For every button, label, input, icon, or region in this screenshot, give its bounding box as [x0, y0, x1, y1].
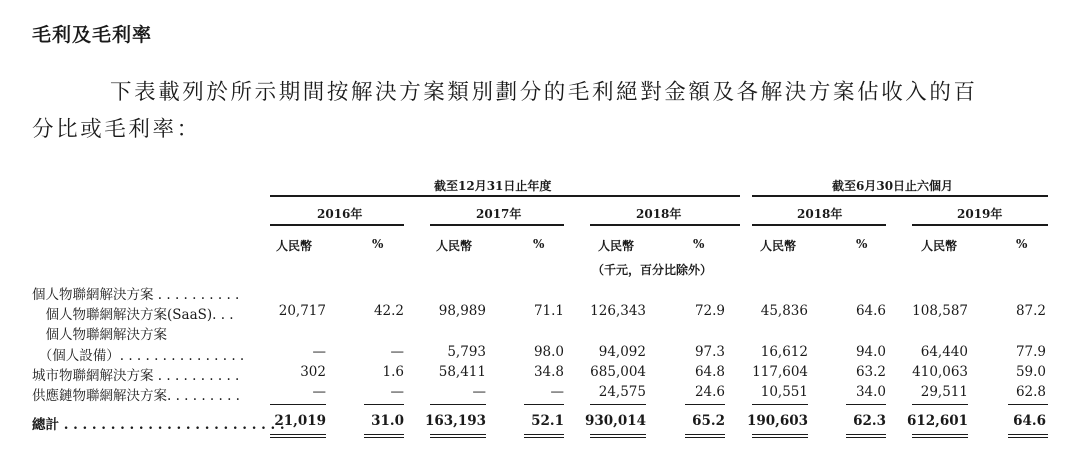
section-title: 毛利及毛利率: [32, 24, 153, 46]
row-label-supply-chain-iot: 供應鏈物聯網解決方案. . . . . . . . .: [32, 388, 240, 404]
currency-header-2018: 人民幣: [598, 239, 635, 253]
year-rule-2019-h1: [912, 224, 1048, 226]
currency-header-2019-h1: 人民幣: [921, 239, 958, 253]
cell-devices-2018-percent: 97.3: [694, 344, 725, 360]
currency-header-2016: 人民幣: [276, 239, 313, 253]
cell-saas-2019h1-percent: 87.2: [1015, 303, 1046, 319]
row-label-personal-iot: 個人物聯網解決方案 . . . . . . . . . .: [32, 287, 240, 303]
cell-saas-2018-amount: 126,343: [590, 303, 646, 319]
cell-city-2016-amount: 302: [300, 364, 326, 380]
subtotal-rule-2018h1-percent: [846, 404, 886, 405]
unit-note: （千元，百分比除外）: [592, 263, 713, 277]
cell-supply-2018-percent: 24.6: [694, 384, 725, 400]
cell-devices-2016-percent: —: [390, 344, 404, 360]
year-header-2018: 2018年: [636, 207, 682, 221]
total-underline-2: [270, 437, 326, 438]
cell-saas-2019h1-amount: 108,587: [912, 303, 968, 319]
cell-total-2018-percent: 65.2: [692, 413, 725, 429]
cell-total-2016-percent: 31.0: [371, 413, 404, 429]
percent-header-2017: %: [533, 237, 545, 251]
subtotal-rule-2019h1-amount: [912, 404, 968, 405]
cell-supply-2018h1-amount: 10,551: [760, 384, 808, 400]
cell-total-2018h1-percent: 62.3: [853, 413, 886, 429]
total-underline-15: [846, 434, 886, 435]
cell-city-2017-amount: 58,411: [438, 364, 486, 380]
cell-saas-2018h1-percent: 64.6: [855, 303, 886, 319]
currency-header-2017: 人民幣: [436, 239, 473, 253]
year-rule-2017: [430, 224, 564, 226]
subtotal-rule-2017-percent: [524, 404, 564, 405]
intro-paragraph-line-1: 下表載列於所示期間按解決方案類別劃分的毛利絕對金額及各解決方案佔收入的百: [110, 80, 978, 105]
percent-header-2018: %: [693, 237, 705, 251]
percent-header-2018-h1: %: [856, 237, 868, 251]
total-underline-4: [364, 437, 404, 438]
cell-saas-2017-percent: 71.1: [533, 303, 564, 319]
cell-city-2016-percent: 1.6: [382, 364, 404, 380]
cell-devices-2019h1-amount: 64,440: [920, 344, 968, 360]
cell-city-2018-amount: 685,004: [590, 364, 646, 380]
row-label-city-iot: 城市物聯網解決方案 . . . . . . . . . .: [32, 368, 240, 384]
group-rule-six-months: [752, 195, 1048, 197]
cell-total-2016-amount: 21,019: [274, 413, 326, 429]
subtotal-rule-2018-amount: [590, 404, 646, 405]
total-underline-8: [524, 437, 564, 438]
year-header-2018-h1: 2018年: [797, 207, 843, 221]
total-underline-11: [685, 434, 725, 435]
subtotal-rule-2018h1-amount: [752, 404, 808, 405]
percent-header-2019-h1: %: [1016, 237, 1028, 251]
row-label-personal-iot-saas: 個人物聯網解決方案(SaaS). . .: [32, 307, 234, 323]
year-rule-2018: [590, 224, 740, 226]
cell-devices-2016-amount: —: [312, 344, 326, 360]
row-label-total: 總計 . . . . . . . . . . . . . . . . . . . . . . . .: [32, 417, 285, 433]
cell-devices-2018h1-percent: 94.0: [855, 344, 886, 360]
total-underline-19: [1008, 434, 1048, 435]
cell-saas-2016-percent: 42.2: [373, 303, 404, 319]
cell-supply-2019h1-percent: 62.8: [1015, 384, 1046, 400]
year-header-2019-h1: 2019年: [957, 207, 1003, 221]
cell-total-2019h1-percent: 64.6: [1013, 413, 1046, 429]
cell-city-2017-percent: 34.8: [533, 364, 564, 380]
subtotal-rule-2016-amount: [270, 404, 326, 405]
cell-supply-2018h1-percent: 34.0: [855, 384, 886, 400]
total-underline-17: [912, 434, 968, 435]
cell-city-2018-percent: 64.8: [694, 364, 725, 380]
cell-city-2019h1-percent: 59.0: [1015, 364, 1046, 380]
cell-supply-2016-amount: —: [312, 384, 326, 400]
total-underline-6: [430, 437, 486, 438]
cell-city-2018h1-percent: 63.2: [855, 364, 886, 380]
total-underline-16: [846, 437, 886, 438]
year-rule-2016: [270, 224, 404, 226]
total-underline-1: [270, 434, 326, 435]
currency-header-2018-h1: 人民幣: [760, 239, 797, 253]
total-underline-14: [752, 437, 808, 438]
intro-paragraph-line-2: 分比或毛利率：: [32, 117, 201, 142]
total-underline-20: [1008, 437, 1048, 438]
cell-total-2019h1-amount: 612,601: [906, 413, 968, 429]
subtotal-rule-2018-percent: [685, 404, 725, 405]
group-header-six-months: 截至6月30日止六個月: [832, 179, 954, 193]
cell-supply-2016-percent: —: [390, 384, 404, 400]
group-rule-fiscal-year: [270, 195, 740, 197]
subtotal-rule-2019h1-percent: [1008, 404, 1048, 405]
row-label-personal-iot-2: 個人物聯網解決方案: [32, 327, 167, 343]
cell-total-2018-amount: 930,014: [584, 413, 646, 429]
cell-city-2019h1-amount: 410,063: [912, 364, 968, 380]
total-underline-10: [590, 437, 646, 438]
cell-supply-2018-amount: 24,575: [598, 384, 646, 400]
year-header-2016: 2016年: [317, 207, 363, 221]
cell-supply-2019h1-amount: 29,511: [920, 384, 968, 400]
cell-saas-2017-amount: 98,989: [438, 303, 486, 319]
cell-supply-2017-percent: —: [550, 384, 564, 400]
row-label-personal-devices: （個人設備）. . . . . . . . . . . . . . .: [32, 348, 245, 364]
subtotal-rule-2016-percent: [364, 404, 404, 405]
cell-saas-2018-percent: 72.9: [694, 303, 725, 319]
total-underline-18: [912, 437, 968, 438]
year-rule-2018-h1: [752, 224, 886, 226]
cell-total-2017-amount: 163,193: [424, 413, 486, 429]
cell-total-2017-percent: 52.1: [531, 413, 564, 429]
total-underline-9: [590, 434, 646, 435]
year-header-2017: 2017年: [476, 207, 522, 221]
cell-devices-2018-amount: 94,092: [598, 344, 646, 360]
total-underline-12: [685, 437, 725, 438]
percent-header-2016: %: [372, 237, 384, 251]
cell-devices-2017-amount: 5,793: [447, 344, 486, 360]
cell-saas-2018h1-amount: 45,836: [760, 303, 808, 319]
total-underline-13: [752, 434, 808, 435]
cell-devices-2019h1-percent: 77.9: [1015, 344, 1046, 360]
cell-devices-2017-percent: 98.0: [533, 344, 564, 360]
cell-supply-2017-amount: —: [472, 384, 486, 400]
cell-saas-2016-amount: 20,717: [278, 303, 326, 319]
cell-devices-2018h1-amount: 16,612: [760, 344, 808, 360]
cell-total-2018h1-amount: 190,603: [746, 413, 808, 429]
group-header-fiscal-year: 截至12月31日止年度: [434, 179, 552, 193]
cell-city-2018h1-amount: 117,604: [752, 364, 808, 380]
subtotal-rule-2017-amount: [430, 404, 486, 405]
total-underline-7: [524, 434, 564, 435]
total-underline-3: [364, 434, 404, 435]
total-underline-5: [430, 434, 486, 435]
